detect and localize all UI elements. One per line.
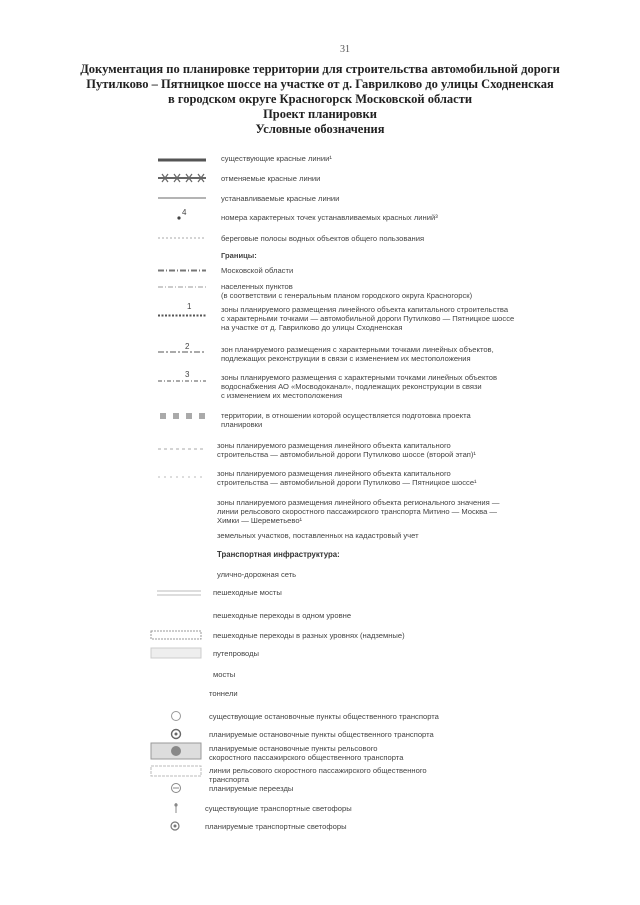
legend-label: мосты xyxy=(213,670,236,679)
legend-label: населенных пунктов xyxy=(221,282,293,291)
existing-stop-icon xyxy=(170,710,182,722)
legend-label: планируемые транспортные светофоры xyxy=(205,822,347,831)
settlement-boundary-symbol xyxy=(158,285,206,289)
pedestrian-bridge-symbol xyxy=(155,589,203,597)
legend-label: существующие остановочные пункты общественного транспорта xyxy=(209,712,439,721)
legend-label: с характерными точками — автомобильной дороги Путилково — Пятницкое шоссе xyxy=(221,314,515,323)
legend-label: подлежащих реконструкции в связи с изменением их местоположения xyxy=(221,354,471,363)
legend-label: линии рельсового скоростного пассажирского общественного xyxy=(209,766,427,775)
legend-label: пешеходные переходы в одном уровне xyxy=(213,611,352,620)
existing-red-line-symbol xyxy=(158,157,206,163)
zone-2-symbol xyxy=(158,350,206,354)
planned-crossing-icon xyxy=(170,782,182,794)
legend-label: номера характерных точек устанавливаемых красных линий³ xyxy=(221,213,438,222)
legend-label: улично-дорожная сеть xyxy=(217,570,297,579)
planned-traffic-light-icon xyxy=(169,820,181,832)
legend-label: планировки xyxy=(221,420,263,429)
legend-label: с изменением их местоположения xyxy=(221,391,343,400)
zone-1-symbol xyxy=(158,313,206,318)
title-line: в городском округе Красногорск Московской области xyxy=(167,92,473,106)
symbol-number: 1 xyxy=(187,302,192,311)
legend-label: планируемые остановочные пункты рельсового xyxy=(209,744,378,753)
legend-label: (в соответствии с генеральным планом городского округа Красногорск) xyxy=(221,291,473,300)
legend-label: линии рельсового скоростного пассажирского транспорта Митино — Москва — xyxy=(217,507,497,516)
legend-label: устанавливаемые красные линии xyxy=(221,194,340,203)
legend-label: зоны планируемого размещения линейного объекта капитального xyxy=(217,441,451,450)
legend-label: Химки — Шереметьево¹ xyxy=(217,516,303,525)
title-line: Проект планировки xyxy=(263,107,377,121)
legend-label: тоннели xyxy=(209,689,238,698)
legend-label: существующие транспортные светофоры xyxy=(205,804,352,813)
legend-label: существующие красные линии¹ xyxy=(221,154,332,163)
cancelled-red-line-symbol xyxy=(158,173,206,183)
overground-crossing-symbol xyxy=(150,630,202,640)
legend-label: зон планируемого размещения с характерными точками линейных объектов, xyxy=(221,345,494,354)
legend-label: планируемые остановочные пункты общественного транспорта xyxy=(209,730,434,739)
shore-strip-symbol xyxy=(158,236,206,240)
title-line: Документация по планировке территории для строительства автомобильной дороги xyxy=(80,62,560,76)
planned-rail-stop-icon xyxy=(150,742,202,760)
legend-label: отменяемые красные линии xyxy=(221,174,321,183)
legend-label: береговые полосы водных объектов общего пользования xyxy=(221,234,425,243)
existing-traffic-light-icon xyxy=(171,802,181,814)
legend-label: зоны планируемого размещения линейного объекта капитального xyxy=(217,469,451,478)
zone-stage-2-symbol xyxy=(158,447,206,451)
document-title xyxy=(60,62,580,137)
legend-label: скоростного пассажирского общественного транспорта xyxy=(209,753,404,762)
legend-label: водоснабжения АО «Мосводоканал», подлежащих реконструкции в связи xyxy=(221,382,482,391)
legend-label: пешеходные переходы в разных уровнях (надземные) xyxy=(213,631,405,640)
symbol-number: 2 xyxy=(185,342,190,351)
title-line: Условные обозначения xyxy=(255,122,385,136)
symbol-number: 4 xyxy=(182,208,187,217)
section-heading: Границы: xyxy=(221,251,257,260)
legend-label: на участке от д. Гаврилково до улицы Сходненская xyxy=(221,323,403,332)
legend-label: зоны планируемого размещения линейного объекта регионального значения — xyxy=(217,498,500,507)
new-red-line-symbol xyxy=(158,196,206,200)
legend-label: зоны планируемого размещения с характерными точками линейных объектов xyxy=(221,373,498,382)
legend-label: планируемые переезды xyxy=(209,784,294,793)
legend-label: путепроводы xyxy=(213,649,259,658)
legend-label: транспорта xyxy=(209,775,249,784)
rail-line-symbol xyxy=(150,765,202,777)
legend-label: Московской области xyxy=(221,266,294,275)
symbol-number: 3 xyxy=(185,370,190,379)
planned-stop-icon xyxy=(170,728,182,740)
legend-label: строительства — автомобильной дороги Путилково — Пятницкое шоссе¹ xyxy=(217,478,477,487)
region-boundary-symbol xyxy=(158,268,206,273)
planning-territory-symbol xyxy=(160,412,206,420)
legend-label: строительства — автомобильной дороги Путилково шоссе (второй этап)¹ xyxy=(217,450,476,459)
title-line: Путилково – Пятницкое шоссе на участке от д. Гаврилково до улицы Сходненская xyxy=(86,77,554,91)
overpass-symbol xyxy=(150,647,202,659)
zone-3-symbol xyxy=(158,379,206,383)
legend-label: пешеходные мосты xyxy=(213,588,282,597)
legend-label: территории, в отношении которой осуществляется подготовка проекта xyxy=(221,411,471,420)
legend-label: земельных участков, поставленных на кадастровый учет xyxy=(217,531,419,540)
page-number: 31 xyxy=(340,44,350,55)
zone-road-symbol xyxy=(158,475,206,479)
transport-heading: Транспортная инфраструктура: xyxy=(217,550,340,559)
legend-label: зоны планируемого размещения линейного объекта капитального строительства xyxy=(221,305,509,314)
